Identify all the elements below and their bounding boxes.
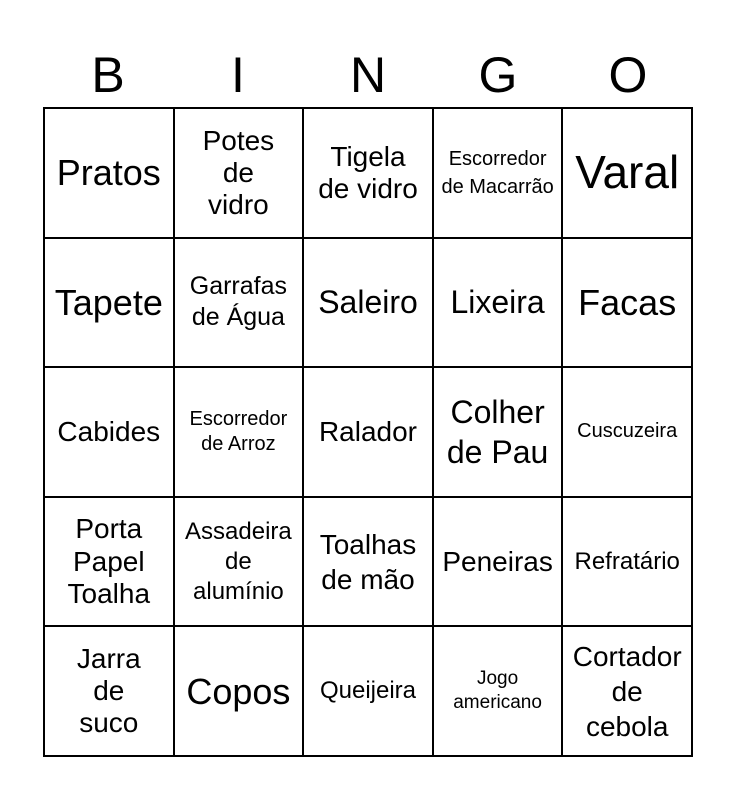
bingo-cell[interactable]: Peneiras [434, 498, 564, 628]
bingo-cell[interactable]: Garrafas de Água [175, 239, 305, 369]
header-letter-b: B [91, 47, 125, 103]
bingo-cell[interactable]: Tigela de vidro [304, 109, 434, 239]
header-letter-o: O [608, 47, 648, 103]
header-letter-n: N [349, 47, 387, 103]
bingo-cell[interactable]: Lixeira [434, 239, 564, 369]
header-letter-g: G [478, 47, 518, 103]
bingo-cell[interactable]: Copos [175, 627, 305, 757]
bingo-cell[interactable]: Jogo americano [434, 627, 564, 757]
bingo-cell[interactable]: Cabides [45, 368, 175, 498]
header-letter-i: I [231, 47, 245, 103]
bingo-cell[interactable]: Saleiro [304, 239, 434, 369]
bingo-cell[interactable]: Queijeira [304, 627, 434, 757]
bingo-header [43, 44, 693, 106]
bingo-cell[interactable]: Facas [563, 239, 693, 369]
bingo-cell[interactable]: Cortador de cebola [563, 627, 693, 757]
bingo-cell[interactable]: Cuscuzeira [563, 368, 693, 498]
bingo-cell[interactable]: Escorredor de Arroz [175, 368, 305, 498]
bingo-cell[interactable]: Pratos [45, 109, 175, 239]
bingo-cell[interactable]: Toalhas de mão [304, 498, 434, 628]
bingo-cell[interactable]: Refratário [563, 498, 693, 628]
bingo-cell[interactable]: Assadeira de alumínio [175, 498, 305, 628]
bingo-cell[interactable]: Colher de Pau [434, 368, 564, 498]
bingo-cell[interactable]: Porta Papel Toalha [45, 498, 175, 628]
bingo-cell[interactable]: Jarra de suco [45, 627, 175, 757]
bingo-cell[interactable]: Potes de vidro [175, 109, 305, 239]
bingo-cell[interactable]: Escorredor de Macarrão [434, 109, 564, 239]
bingo-cell[interactable]: Ralador [304, 368, 434, 498]
bingo-board [43, 107, 693, 757]
bingo-cell[interactable]: Tapete [45, 239, 175, 369]
bingo-cell[interactable]: Varal [563, 109, 693, 239]
